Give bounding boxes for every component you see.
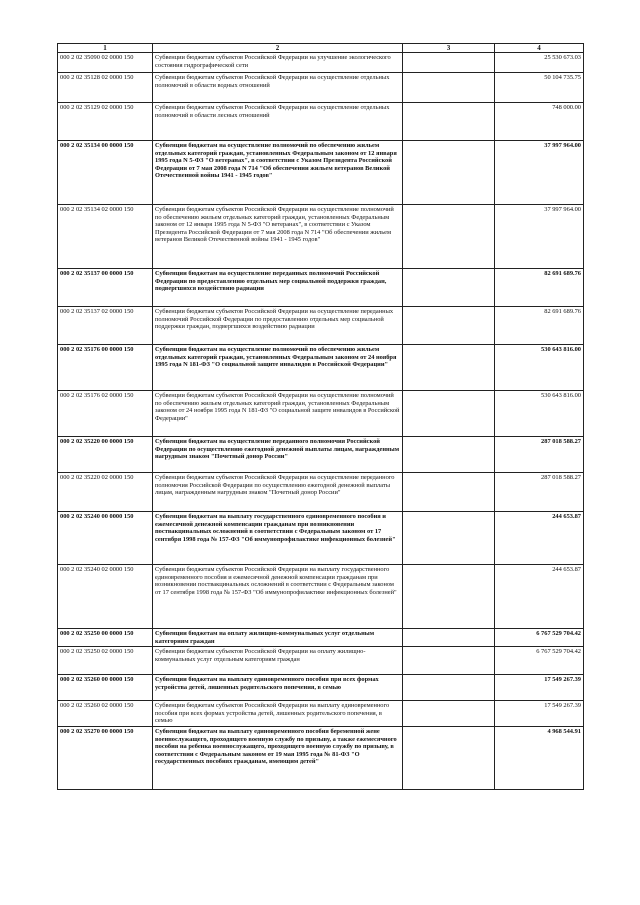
- row-code: 000 2 02 35128 02 0000 150: [58, 73, 153, 103]
- row-amount: 6 767 529 704.42: [495, 629, 584, 647]
- row-col3: [403, 629, 495, 647]
- table-row: [58, 73, 584, 103]
- row-code: 000 2 02 35137 00 0000 150: [58, 269, 153, 307]
- row-code: 000 2 02 35134 02 0000 150: [58, 205, 153, 269]
- header-col-3: 3: [403, 44, 495, 53]
- row-amount: 244 653.87: [495, 512, 584, 565]
- row-name: Субвенции бюджетам субъектов Российской Федерации на улучшение экологического состояния гидрографической сети: [153, 53, 403, 73]
- table-row: [58, 512, 584, 565]
- row-amount: 748 000.00: [495, 103, 584, 141]
- row-amount: 6 767 529 704.42: [495, 647, 584, 675]
- row-col3: [403, 437, 495, 473]
- row-name: Субвенции бюджетам на выплату единовременного пособия при всех формах устройства детей, лишенных родительского попечения, в семью: [153, 675, 403, 701]
- header-col-4: 4: [495, 44, 584, 53]
- row-col3: [403, 512, 495, 565]
- row-code: 000 2 02 35240 00 0000 150: [58, 512, 153, 565]
- row-col3: [403, 103, 495, 141]
- row-code: 000 2 02 35260 00 0000 150: [58, 675, 153, 701]
- row-amount: 37 997 964.00: [495, 141, 584, 205]
- row-col3: [403, 726, 495, 789]
- table-row: [58, 269, 584, 307]
- row-code: 000 2 02 35250 02 0000 150: [58, 647, 153, 675]
- row-col3: [403, 53, 495, 73]
- row-amount: 37 997 964.00: [495, 205, 584, 269]
- row-code: 000 2 02 35240 02 0000 150: [58, 565, 153, 629]
- row-name: Субвенции бюджетам на выплату государственного единовременного пособия и ежемесячной денежной компенсации гражданам при возникновении поствакцинальных осложнений в соответствии с Федеральным законом от 17 сентября 1998 года № 157-ФЗ "Об иммунопрофилактике инфекционных болезней": [153, 512, 403, 565]
- row-name: Субвенции бюджетам субъектов Российской Федерации на выплату единовременного пособия при всех формах устройства детей, лишенных родительского попечения, в семью: [153, 701, 403, 727]
- budget-table: [57, 43, 584, 790]
- row-col3: [403, 675, 495, 701]
- header-col-2: 2: [153, 44, 403, 53]
- row-col3: [403, 391, 495, 437]
- row-name: Субвенции бюджетам на осуществление переданного полномочия Российской Федерации по осуществлению ежегодной денежной выплаты лицам, награжденным нагрудным знаком "Почетный донор России": [153, 437, 403, 473]
- table-row: [58, 726, 584, 789]
- row-amount: 17 549 267.39: [495, 675, 584, 701]
- row-name: Субвенции бюджетам субъектов Российской Федерации на оплату жилищно-коммунальных услуг отдельным категориям граждан: [153, 647, 403, 675]
- row-name: Субвенции бюджетам на осуществление переданных полномочий Российской Федерации по предоставлению отдельных мер социальной поддержки граждан, подвергшихся воздействию радиации: [153, 269, 403, 307]
- row-amount: 244 653.87: [495, 565, 584, 629]
- row-code: 000 2 02 35220 00 0000 150: [58, 437, 153, 473]
- row-col3: [403, 73, 495, 103]
- row-name: Субвенции бюджетам субъектов Российской Федерации на выплату государственного единовременного пособия и ежемесячной денежной компенсации гражданам при возникновении поствакцинальных осложнений в соответствии с Федеральным законом от 17 сентября 1998 года № 157-ФЗ "Об иммунопрофилактике инфекционных болезней": [153, 565, 403, 629]
- row-col3: [403, 565, 495, 629]
- row-col3: [403, 141, 495, 205]
- table-row: [58, 437, 584, 473]
- header-col-1: 1: [58, 44, 153, 53]
- row-name: Субвенции бюджетам на осуществление полномочий по обеспечению жильем отдельных категорий граждан, установленных Федеральным законом от 24 ноября 1995 года N 181-ФЗ "О социальной защите инвалидов в Российской Федерации": [153, 345, 403, 391]
- row-name: Субвенции бюджетам на выплату единовременного пособия беременной жене военнослужащего, проходящего военную службу по призыву, а также ежемесячного пособия на ребенка военнослужащего, проходящего военную службу по призыву, в соответствии с Федеральным законом от 19 мая 1995 года № 81-ФЗ "О государственных пособиях гражданам, имеющим детей": [153, 726, 403, 789]
- row-code: 000 2 02 35220 02 0000 150: [58, 473, 153, 512]
- row-col3: [403, 473, 495, 512]
- row-code: 000 2 02 35260 02 0000 150: [58, 701, 153, 727]
- row-code: 000 2 02 35134 00 0000 150: [58, 141, 153, 205]
- row-col3: [403, 269, 495, 307]
- table-row: [58, 307, 584, 345]
- row-code: 000 2 02 35250 00 0000 150: [58, 629, 153, 647]
- row-name: Субвенции бюджетам субъектов Российской Федерации на осуществление полномочий по обеспечению жильем отдельных категорий граждан, установленных Федеральным законом от 24 ноября 1995 года N 181-ФЗ "О социальной защите инвалидов в Российской Федерации": [153, 391, 403, 437]
- row-amount: 17 549 267.39: [495, 701, 584, 727]
- table-row: [58, 629, 584, 647]
- row-code: 000 2 02 35090 02 0000 150: [58, 53, 153, 73]
- row-col3: [403, 701, 495, 727]
- row-amount: 530 643 816.00: [495, 391, 584, 437]
- row-amount: 4 968 544.91: [495, 726, 584, 789]
- row-col3: [403, 345, 495, 391]
- table-row: [58, 205, 584, 269]
- row-amount: 50 104 735.75: [495, 73, 584, 103]
- table-row: [58, 647, 584, 675]
- row-code: 000 2 02 35176 00 0000 150: [58, 345, 153, 391]
- row-col3: [403, 205, 495, 269]
- table-row: [58, 345, 584, 391]
- table-row: [58, 53, 584, 73]
- row-name: Субвенции бюджетам субъектов Российской Федерации на осуществление отдельных полномочий в области лесных отношений: [153, 103, 403, 141]
- row-amount: 82 691 689.76: [495, 269, 584, 307]
- row-code: 000 2 02 35270 00 0000 150: [58, 726, 153, 789]
- row-amount: 287 018 588.27: [495, 473, 584, 512]
- table-row: [58, 103, 584, 141]
- row-amount: 82 691 689.76: [495, 307, 584, 345]
- row-name: Субвенции бюджетам субъектов Российской Федерации на осуществление переданного полномочия Российской Федерации по осуществлению ежегодной денежной выплаты лицам, награжденным нагрудным знаком "Почетный донор России": [153, 473, 403, 512]
- row-col3: [403, 647, 495, 675]
- row-amount: 287 018 588.27: [495, 437, 584, 473]
- row-amount: 25 530 673.03: [495, 53, 584, 73]
- row-name: Субвенции бюджетам на оплату жилищно-коммунальных услуг отдельным категориям граждан: [153, 629, 403, 647]
- row-name: Субвенции бюджетам на осуществление полномочий по обеспечению жильем отдельных категорий граждан, установленных Федеральным законом от 12 января 1995 года N 5-ФЗ "О ветеранах", в соответствии с Указом Президента Российской Федерации от 7 мая 2008 года N 714 "Об обеспечении жильем ветеранов Великой Отечественной войны 1941 - 1945 годов": [153, 141, 403, 205]
- table-row: [58, 391, 584, 437]
- table-row: [58, 675, 584, 701]
- row-name: Субвенции бюджетам субъектов Российской Федерации на осуществление отдельных полномочий в области водных отношений: [153, 73, 403, 103]
- row-col3: [403, 307, 495, 345]
- row-code: 000 2 02 35129 02 0000 150: [58, 103, 153, 141]
- table-row: [58, 473, 584, 512]
- table-row: [58, 701, 584, 727]
- row-name: Субвенции бюджетам субъектов Российской Федерации на осуществление переданных полномочий Российской Федерации по предоставлению отдельных мер социальной поддержки граждан, подвергшихся воздействию радиации: [153, 307, 403, 345]
- table-row: [58, 141, 584, 205]
- table-row: [58, 565, 584, 629]
- row-name: Субвенции бюджетам субъектов Российской Федерации на осуществление полномочий по обеспечению жильем отдельных категорий граждан, установленных Федеральным законом от 12 января 1995 года N 5-ФЗ "О ветеранах", в соответствии с Указом Президента Российской Федерации от 7 мая 2008 года N 714 "Об обеспечении жильем ветеранов Великой Отечественной войны 1941 - 1945 годов": [153, 205, 403, 269]
- table-body: [58, 53, 584, 790]
- row-amount: 530 643 816.00: [495, 345, 584, 391]
- table-header-row: [58, 44, 584, 53]
- row-code: 000 2 02 35137 02 0000 150: [58, 307, 153, 345]
- row-code: 000 2 02 35176 02 0000 150: [58, 391, 153, 437]
